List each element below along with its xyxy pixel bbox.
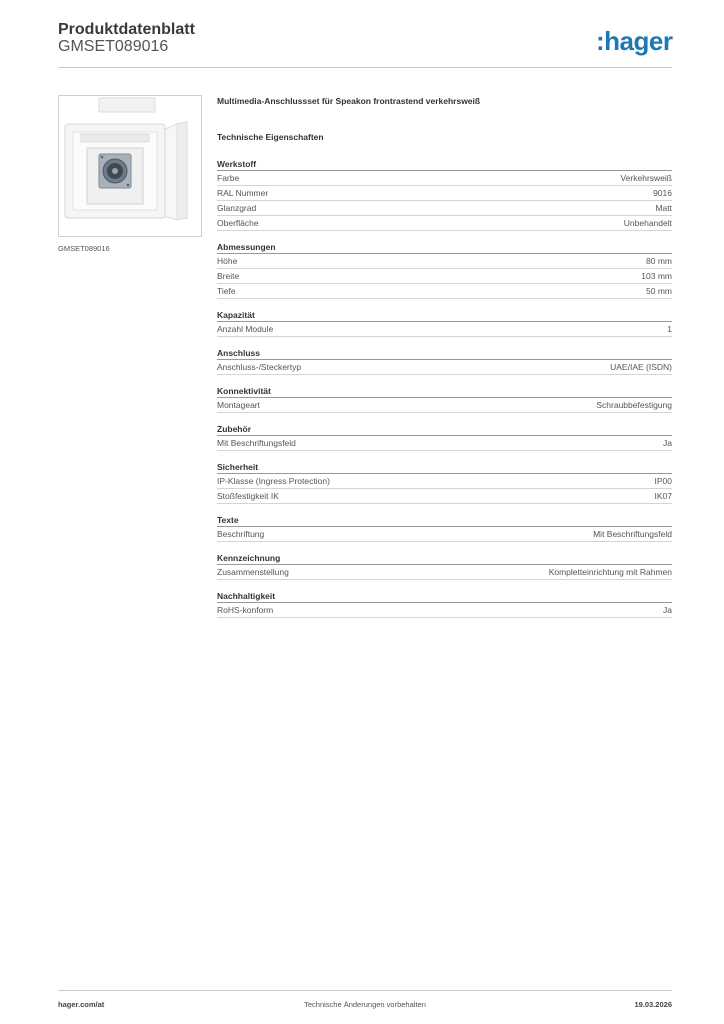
spec-label: Anschluss-/Steckertyp (217, 362, 302, 372)
spec-section (217, 385, 672, 413)
spec-section (217, 514, 672, 542)
brand-logo (596, 26, 672, 57)
spec-section (217, 347, 672, 375)
spec-label: Beschriftung (217, 529, 265, 539)
spec-row (217, 436, 672, 451)
section-title: Abmessungen (217, 241, 672, 254)
spec-label: RAL Nummer (217, 188, 269, 198)
spec-value: Kompletteinrichtung mit Rahmen (548, 567, 672, 577)
spec-row (217, 489, 672, 504)
section-title: Zubehör (217, 423, 672, 436)
spec-section (217, 158, 672, 231)
spec-content (217, 94, 672, 628)
section-title: Kennzeichnung (217, 552, 672, 565)
spec-value: 50 mm (646, 286, 672, 296)
spec-value: 103 mm (641, 271, 672, 281)
spec-row (217, 527, 672, 542)
spec-row (217, 269, 672, 284)
spec-value: 1 (667, 324, 672, 334)
spec-sections (217, 158, 672, 618)
spec-section (217, 309, 672, 337)
footer-disclaimer: Technische Änderungen vorbehalten (304, 1000, 426, 1009)
section-title: Texte (217, 514, 672, 527)
spec-section (217, 461, 672, 504)
spec-section (217, 590, 672, 618)
spec-value: Matt (655, 203, 672, 213)
spec-value: Ja (663, 438, 672, 448)
spec-value: 9016 (653, 188, 672, 198)
spec-section (217, 423, 672, 451)
spec-row (217, 216, 672, 231)
socket-illustration (59, 96, 201, 236)
spec-value: IK07 (654, 491, 672, 501)
spec-section (217, 552, 672, 580)
page-footer (58, 990, 672, 1015)
spec-value: UAE/IAE (ISDN) (610, 362, 672, 372)
spec-label: Höhe (217, 256, 238, 266)
spec-section (217, 241, 672, 299)
footer-date: 19.03.2026 (634, 1000, 672, 1009)
spec-row (217, 254, 672, 269)
spec-label: Oberfläche (217, 218, 259, 228)
image-caption: GMSET089016 (58, 244, 110, 253)
spec-row (217, 360, 672, 375)
section-title: Sicherheit (217, 461, 672, 474)
section-title: Werkstoff (217, 158, 672, 171)
section-title: Konnektivität (217, 385, 672, 398)
section-title: Anschluss (217, 347, 672, 360)
spec-row (217, 322, 672, 337)
spec-value: Unbehandelt (623, 218, 672, 228)
spec-label: Glanzgrad (217, 203, 257, 213)
spec-label: Mit Beschriftungsfeld (217, 438, 296, 448)
spec-label: Montageart (217, 400, 260, 410)
spec-label: Farbe (217, 173, 240, 183)
spec-row (217, 171, 672, 186)
spec-label: Breite (217, 271, 240, 281)
spec-value: Mit Beschriftungsfeld (593, 529, 672, 539)
section-title: Nachhaltigkeit (217, 590, 672, 603)
specs-heading: Technische Eigenschaften (217, 132, 324, 142)
spec-row (217, 398, 672, 413)
spec-label: Stoßfestigkeit IK (217, 491, 279, 501)
spec-label: Tiefe (217, 286, 236, 296)
spec-value: 80 mm (646, 256, 672, 266)
spec-row (217, 565, 672, 580)
document-title: Produktdatenblatt (58, 21, 195, 38)
spec-label: IP-Klasse (Ingress Protection) (217, 476, 330, 486)
header-divider (58, 67, 672, 68)
spec-row (217, 603, 672, 618)
hager-logo-text: :hager (596, 26, 673, 56)
spec-row (217, 284, 672, 299)
spec-label: RoHS-konform (217, 605, 274, 615)
spec-row (217, 201, 672, 216)
spec-row (217, 186, 672, 201)
spec-value: Verkehrsweiß (620, 173, 672, 183)
footer-website: hager.com/at (58, 1000, 105, 1009)
section-title: Kapazität (217, 309, 672, 322)
product-description: Multimedia-Anschlussset für Speakon frontrastend verkehrsweiß (217, 96, 481, 106)
spec-value: Schraubbefestigung (596, 400, 672, 410)
spec-row (217, 474, 672, 489)
product-code: GMSET089016 (58, 38, 169, 55)
spec-value: IP00 (654, 476, 672, 486)
spec-label: Anzahl Module (217, 324, 274, 334)
product-image (58, 95, 202, 237)
spec-label: Zusammenstellung (217, 567, 289, 577)
spec-value: Ja (663, 605, 672, 615)
